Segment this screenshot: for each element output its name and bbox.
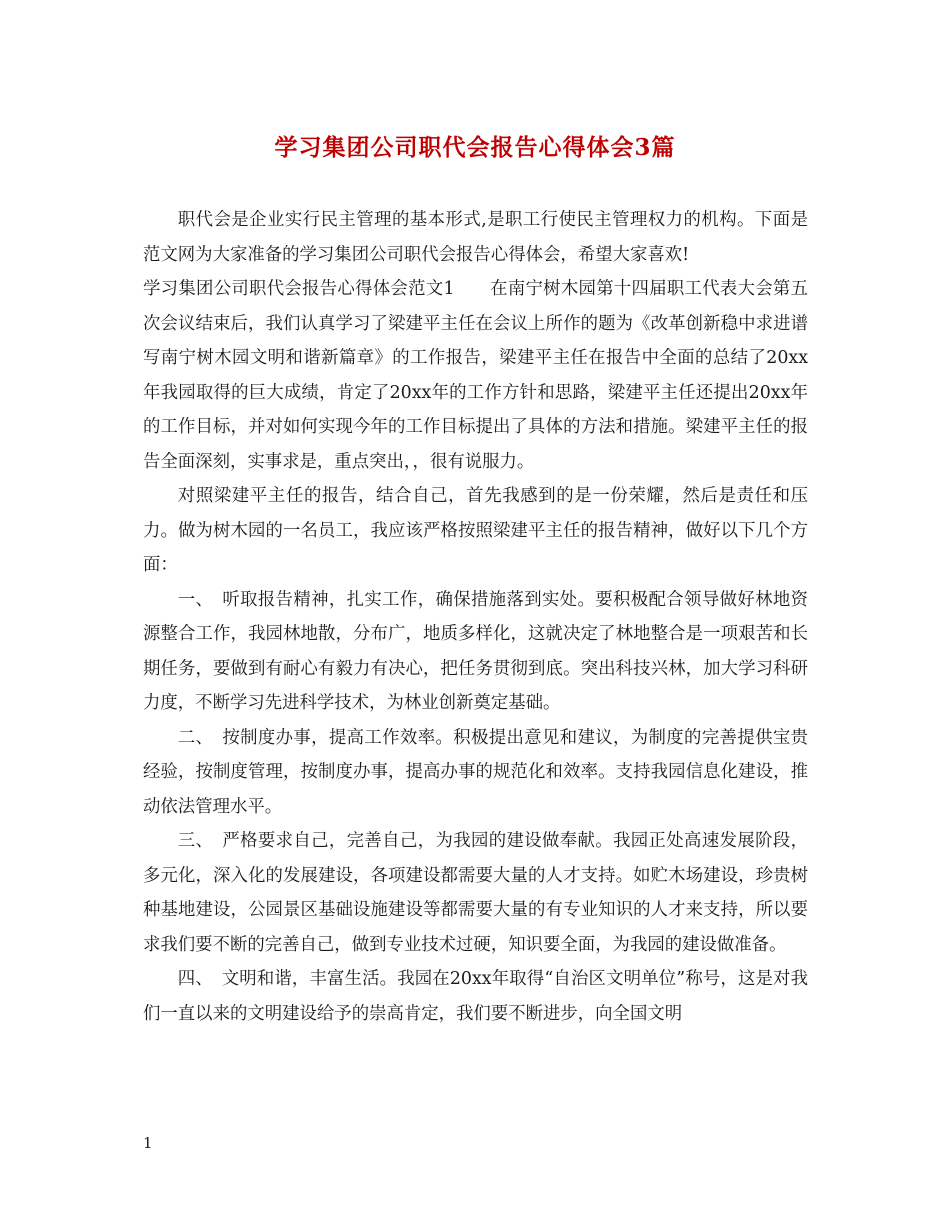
paragraph-point-2: 二、 按制度办事，提高工作效率。积极提出意见和建议，为制度的完善提供宝贵经验，按制度管理，按制度办事，提高办事的规范化和效率。支持我园信息化建设，推动依法管理水平。 <box>143 727 808 817</box>
paragraph-intro: 职代会是企业实行民主管理的基本形式,是职工行使民主管理权力的机构。下面是范文网为大家准备的学习集团公司职代会报告心得体会，希望大家喜欢! <box>143 210 808 265</box>
document-body <box>143 203 808 1031</box>
paragraph-point-1: 一、 听取报告精神，扎实工作，确保措施落到实处。要积极配合领导做好林地资源整合工作，我园林地散，分布广，地质多样化，这就决定了林地整合是一项艰苦和长期任务，要做到有耐心有毅力有决心，把任务贯彻到底。突出科技兴林，加大学习科研力度，不断学习先进科学技术，为林业创新奠定基础。 <box>143 589 808 713</box>
paragraph-essay-1: 学习集团公司职代会报告心得体会范文1 在南宁树木园第十四届职工代表大会第五次会议结束后，我们认真学习了梁建平主任在会议上所作的题为《改革创新稳中求进谱写南宁树木园文明和谐新篇章》的工作报告，梁建平主任在报告中全面的总结了20xx年我园取得的巨大成绩，肯定了20xx年的工作方针和思路，梁建平主任还提出20xx年的工作目标，并对如何实现今年的工作目标提出了具体的方法和措施。梁建平主任的报告全面深刻，实事求是，重点突出，，很有说服力。 <box>143 279 808 472</box>
paragraph-point-3: 三、 严格要求自己，完善自己，为我园的建设做奉献。我园正处高速发展阶段，多元化，深入化的发展建设，各项建设都需要大量的人才支持。如贮木场建设，珍贵树种基地建设，公园景区基础设施建设等都需要大量的有专业知识的人才来支持，所以要求我们要不断的完善自己，做到专业技术过硬，知识要全面，为我园的建设做准备。 <box>143 831 808 955</box>
page-number: 1 <box>143 1134 153 1152</box>
paragraph-reflection: 对照梁建平主任的报告，结合自己，首先我感到的是一份荣耀，然后是责任和压力。做为树木园的一名员工，我应该严格按照梁建平主任的报告精神，做好以下几个方面： <box>143 486 808 575</box>
paragraph-point-4: 四、 文明和谐，丰富生活。我园在20xx年取得“自治区文明单位”称号，这是对我们一直以来的文明建设给予的崇高肯定，我们要不断进步，向全国文明 <box>143 969 808 1024</box>
document-title: 学习集团公司职代会报告心得体会3篇 <box>274 134 676 161</box>
